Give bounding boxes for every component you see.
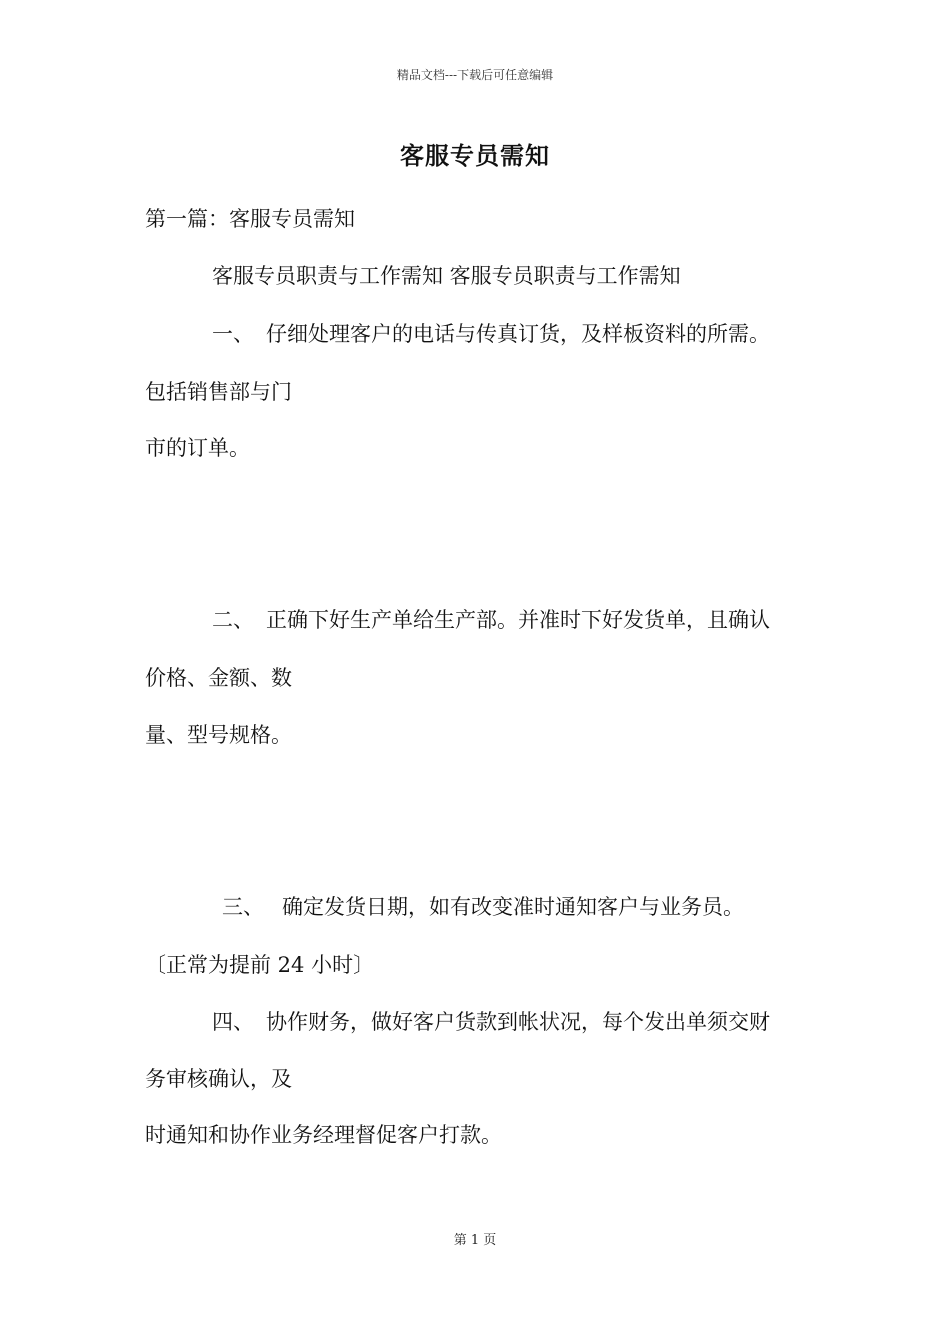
page-number: 第 1 页 (453, 1233, 497, 1248)
item-text: 正确下好生产单给生产部。并准时下好发货单，且确认 (266, 608, 770, 632)
item-text: 协作财务，做好客户货款到帐状况，每个发出单须交财 (266, 1010, 770, 1034)
item-2-continuation: 价格、金额、数 (145, 666, 292, 690)
list-item-4 (212, 1012, 770, 1033)
list-item-1 (212, 324, 770, 345)
section-heading: 第一篇：客服专员需知 (145, 207, 355, 231)
item-2-continuation-2: 量、型号规格。 (145, 723, 292, 747)
item-4-continuation-2: 时通知和协作业务经理督促客户打款。 (145, 1123, 502, 1147)
list-item-2 (212, 610, 770, 631)
item-number: 二、 (212, 608, 254, 632)
subtitle-line: 客服专员职责与工作需知 客服专员职责与工作需知 (212, 264, 681, 288)
document-title: 客服专员需知 (400, 141, 550, 170)
item-number: 三、 (222, 895, 264, 919)
item-3-continuation: 〔正常为提前 24 小时〕 (145, 953, 375, 977)
list-item-3 (222, 897, 744, 918)
item-text: 仔细处理客户的电话与传真订货，及样板资料的所需。 (266, 322, 770, 346)
item-number: 四、 (212, 1010, 254, 1034)
item-1-continuation-2: 市的订单。 (145, 436, 250, 460)
item-text: 确定发货日期，如有改变准时通知客户与业务员。 (282, 895, 744, 919)
page-header: 精品文档---下载后可任意编辑 (396, 68, 554, 82)
item-number: 一、 (212, 322, 254, 346)
item-1-continuation: 包括销售部与门 (145, 380, 292, 404)
item-4-continuation: 务审核确认，及 (145, 1067, 292, 1091)
